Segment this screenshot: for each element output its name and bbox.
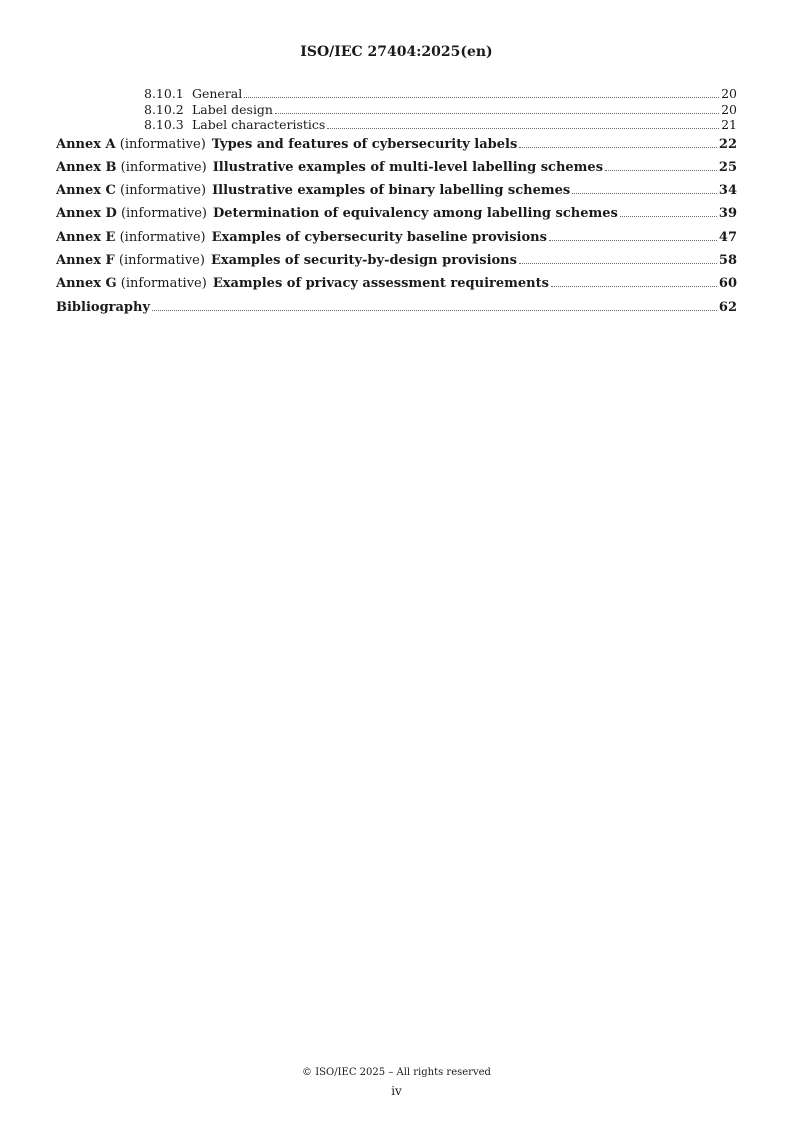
dot-leader (605, 170, 717, 171)
dot-leader (244, 97, 719, 98)
toc-entry-number: 8.10.2 (144, 101, 184, 117)
annex-page: 25 (718, 159, 737, 175)
page-number: iv (391, 1084, 402, 1098)
dot-leader (549, 240, 717, 241)
annex-page: 39 (718, 206, 737, 222)
annex-label: Annex B (56, 159, 117, 175)
toc-entry-annex-e[interactable] (56, 231, 737, 254)
annex-page: 47 (718, 229, 737, 245)
annex-type: (informative) (119, 229, 206, 245)
annex-label: Annex G (56, 276, 117, 292)
annex-title: Examples of privacy assessment requirements (212, 276, 549, 292)
table-of-contents (56, 86, 737, 324)
annex-page: 34 (718, 183, 737, 199)
toc-entry-annex-a[interactable] (56, 138, 737, 161)
toc-entry-bibliography[interactable] (56, 301, 737, 324)
annex-title: Illustrative examples of binary labelling schemes (212, 183, 571, 199)
dot-leader (572, 193, 717, 194)
dot-leader (519, 263, 717, 264)
annex-page: 60 (718, 276, 737, 292)
dot-leader (327, 128, 719, 129)
toc-entry-title: Label design (192, 101, 273, 117)
annex-type: (informative) (118, 252, 205, 268)
dot-leader (275, 113, 719, 114)
annex-type: (informative) (120, 183, 207, 199)
toc-entry-page: 20 (721, 86, 737, 101)
annex-title: Determination of equivalency among labelling schemes (212, 206, 618, 222)
annex-type: (informative) (120, 206, 207, 222)
toc-entry-title: Label characteristics (192, 117, 326, 132)
dot-leader (551, 286, 717, 287)
toc-entry-annex-b[interactable] (56, 161, 737, 184)
copyright-notice: © ISO/IEC 2025 – All rights reserved (302, 1067, 491, 1078)
annex-label: Annex A (56, 136, 116, 152)
toc-entry-page: 21 (721, 117, 737, 132)
toc-entry-number: 8.10.1 (144, 86, 184, 101)
toc-entry-annex-g[interactable] (56, 277, 737, 300)
annex-label: Annex F (56, 252, 115, 268)
annex-type: (informative) (120, 276, 207, 292)
toc-entry-annex-d[interactable] (56, 207, 737, 230)
annex-title: Illustrative examples of multi-level labelling schemes (212, 159, 604, 175)
toc-entry-title: General (192, 86, 243, 101)
annex-type: (informative) (120, 159, 207, 175)
document-header: ISO/IEC 27404:2025(en) (300, 44, 493, 60)
toc-entry-number: 8.10.3 (144, 117, 184, 132)
annex-title: Examples of cybersecurity baseline provisions (211, 229, 547, 245)
annex-label: Annex C (56, 183, 116, 199)
annex-page: 22 (718, 136, 737, 152)
toc-entry-8-10-1[interactable] (56, 86, 737, 102)
bibliography-page: 62 (718, 299, 737, 315)
annex-label: Annex D (56, 206, 117, 222)
bibliography-title: Bibliography (56, 299, 151, 315)
dot-leader (620, 216, 717, 217)
annex-page: 58 (718, 252, 737, 268)
toc-entry-annex-c[interactable] (56, 184, 737, 207)
annex-label: Annex E (56, 229, 116, 245)
toc-entry-annex-f[interactable] (56, 254, 737, 277)
dot-leader (519, 147, 717, 148)
annex-title: Types and features of cybersecurity labels (211, 136, 518, 152)
toc-entry-page: 20 (721, 101, 737, 117)
toc-entry-8-10-3[interactable] (56, 117, 737, 133)
dot-leader (152, 310, 717, 311)
annex-title: Examples of security-by-design provisions (210, 252, 517, 268)
toc-entry-8-10-2[interactable] (56, 102, 737, 118)
annex-type: (informative) (119, 136, 206, 152)
